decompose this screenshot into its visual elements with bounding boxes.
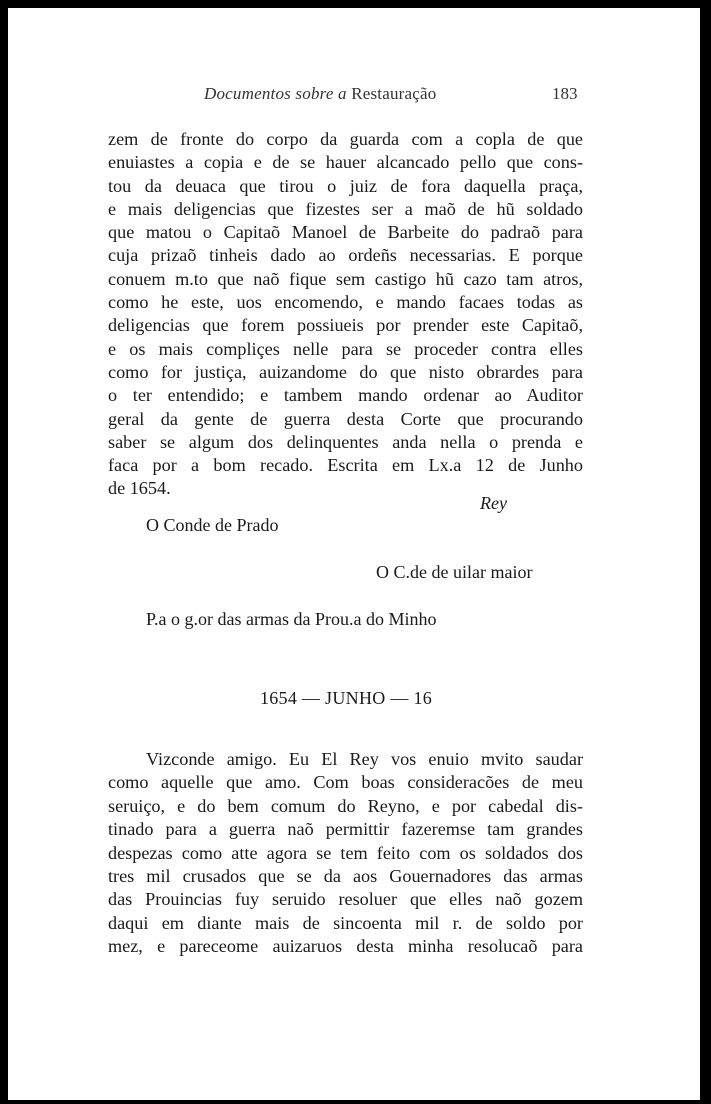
text-line: daqui em diante mais de sincoenta mil r. de soldo por: [108, 912, 583, 933]
text-line: geral da gente de guerra desta Corte que procurando: [108, 408, 583, 429]
text-line: tres mil crusados que se da aos Gouernadores das armas: [108, 865, 583, 886]
section-date-text: 1654 — JUNHO — 16: [259, 688, 433, 708]
council-name: O C.de de uilar maior: [376, 562, 533, 582]
letter-2-body: [108, 748, 583, 959]
text-line: de 1654.: [108, 478, 171, 499]
signature-rey: Rey: [480, 493, 507, 513]
text-line: deligencias que forem possiueis por prender este Capitaõ,: [108, 315, 583, 336]
text-line: seruiço, e do bem comum do Reyno, e por cabedal dis-: [108, 795, 583, 816]
text-line: como aquelle que amo. Com boas consideracões de meu: [108, 772, 583, 793]
letter-1-body: [108, 128, 583, 501]
text-line: saber se algum dos delinquentes anda nella o prenda e: [108, 431, 583, 452]
page-number: 183: [552, 84, 578, 103]
text-line: cuja prizaõ tinheis dado ao ordeñs necessarias. E porque: [108, 245, 583, 266]
text-line: o ter entendido; e tambem mando ordenar ao Auditor: [108, 385, 583, 406]
running-title-italic: Documentos sobre a: [204, 84, 347, 103]
running-title: [204, 84, 436, 104]
text-line: tinado para a guerra naõ permittir fazeremse tam grandes: [108, 819, 583, 840]
text-line: como for justiça, auizandome do que nisto obrardes para: [108, 361, 583, 382]
letter-addressee: P.a o g.or das armas da Prou.a do Minho: [146, 609, 437, 629]
text-line: Vizconde amigo. Eu El Rey vos enuio mvito saudar: [146, 749, 583, 769]
text-line: que matou o Capitaõ Manoel de Barbeite do padraõ para: [108, 222, 583, 243]
text-line: zem de fronte do corpo da guarda com a copla de que: [108, 129, 583, 149]
section-date-heading: [8, 688, 700, 709]
text-line: das Prouincias fuy seruido resoluer que elles naõ gozem: [108, 889, 583, 910]
document-page: [8, 8, 700, 1100]
text-line: como he este, uos encomendo, e mando facaes todas as: [108, 292, 583, 313]
text-line: despezas como atte agora se tem feito com os soldados dos: [108, 842, 583, 863]
signer-name: O Conde de Prado: [146, 515, 279, 535]
text-line: conuem m.to que naõ fique sem castigo hũ cazo tam atros,: [108, 268, 583, 289]
text-line: e os mais compliçes nelle para se proceder contra elles: [108, 338, 583, 359]
text-line: tou da deuaca que tirou o juiz de fora daquella praça,: [108, 175, 583, 196]
running-title-roman: Restauração: [351, 84, 437, 103]
text-line: faca por a bom recado. Escrita em Lx.a 12 de Junho: [108, 455, 583, 476]
text-line: enuiastes a copia e de se hauer alcancado pello que cons-: [108, 152, 583, 173]
text-line: mez, e pareceome auizaruos desta minha resolucaõ para: [108, 936, 583, 957]
text-line: e mais deligencias que fizestes ser a maõ de hũ soldado: [108, 198, 583, 219]
running-head: [8, 84, 700, 108]
